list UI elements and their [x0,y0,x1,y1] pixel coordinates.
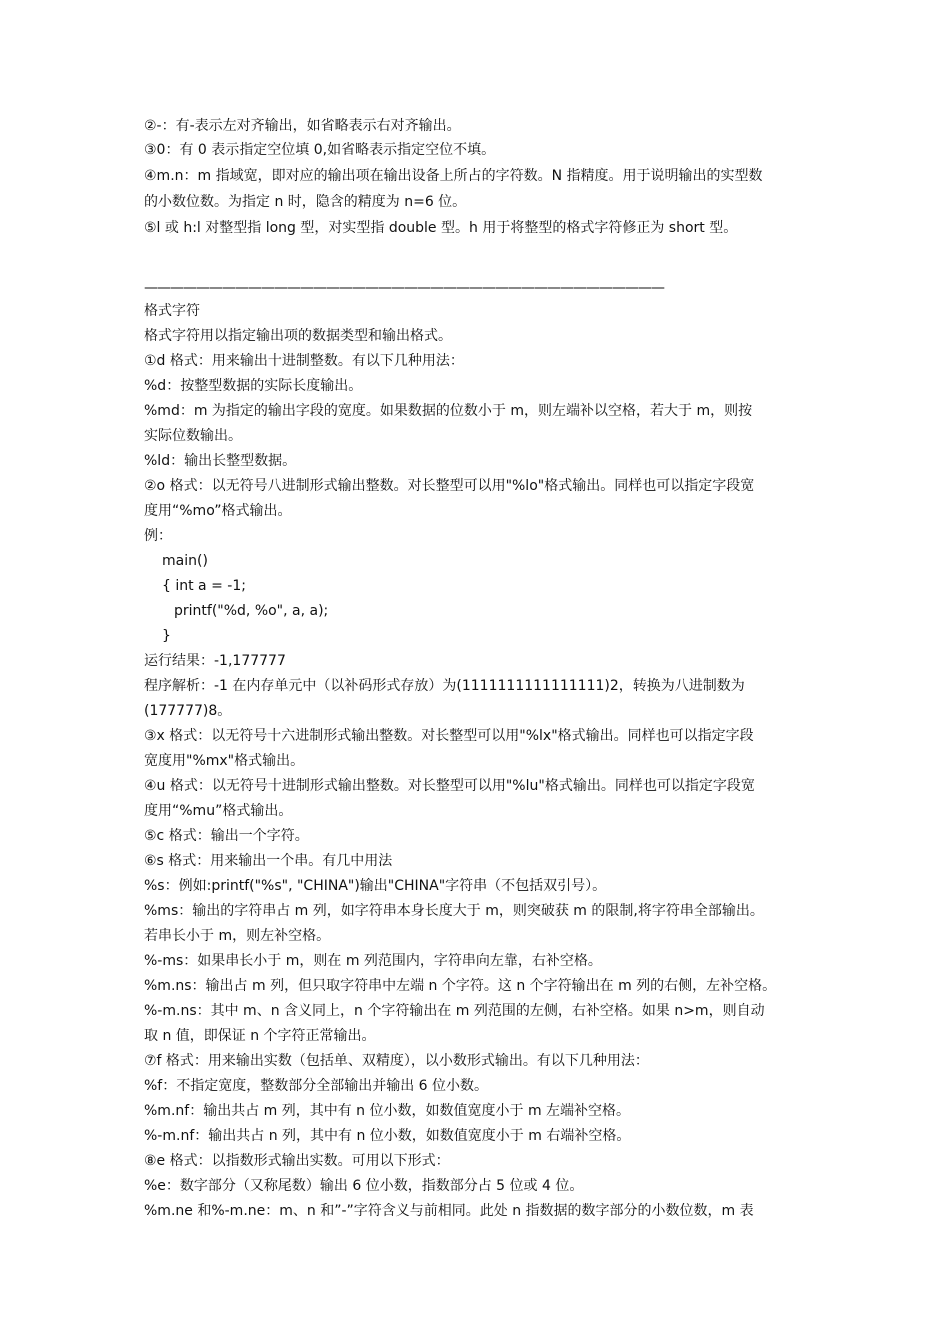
paragraph-line: ⑤c 格式：输出一个字符。 [144,828,309,844]
paragraph-line: %f：不指定宽度，整数部分全部输出并输出 6 位小数。 [144,1078,489,1094]
paragraph-line: 取 n 值，即保证 n 个字符正常输出。 [144,1028,376,1044]
paragraph-line: ④m.n：m 指域宽，即对应的输出项在输出设备上所占的字符数。N 指精度。用于说明输出的实型数 [144,168,763,184]
flag-descriptions [144,114,812,241]
paragraph-line: 运行结果：-1,177777 [144,653,286,669]
paragraph-line: ①d 格式：用来输出十进制整数。有以下几种用法： [144,353,464,369]
paragraph-line: ②-：有-表示左对齐输出，如省略表示右对齐输出。 [144,118,461,134]
paragraph-line: 格式字符用以指定输出项的数据类型和输出格式。 [144,328,452,344]
paragraph-line: %ms：输出的字符串占 m 列，如字符串本身长度大于 m，则突破获 m 的限制,将字符串全部输出。 [144,903,764,919]
paragraph-line: 实际位数输出。 [144,428,242,444]
paragraph-line: ②o 格式：以无符号八进制形式输出整数。对长整型可以用"%lo"格式输出。同样也可以指定字段宽 [144,478,755,494]
code-line: { int a = -1; [162,578,246,594]
paragraph-line: %md：m 为指定的输出字段的宽度。如果数据的位数小于 m，则左端补以空格，若大于 m，则按 [144,403,753,419]
format-characters-section [144,299,812,549]
paragraph-line: ⑧e 格式：以指数形式输出实数。可用以下形式： [144,1153,450,1169]
paragraph-line: ⑥s 格式：用来输出一个串。有几中用法 [144,853,393,869]
paragraph-line: %d：按整型数据的实际长度输出。 [144,378,363,394]
paragraph-line: %m.ns：输出占 m 列，但只取字符串中左端 n 个字符。这 n 个字符输出在 m 列的右侧，左补空格。 [144,978,777,994]
paragraph-line: ⑤l 或 h:l 对整型指 long 型，对实型指 double 型。h 用于将整型的格式字符修正为 short 型。 [144,220,738,236]
format-details-section [144,649,812,1224]
paragraph-line: 程序解析：-1 在内存单元中（以补码形式存放）为(1111111111111111)2，转换为八进制数为 [144,678,745,694]
paragraph-line: ③x 格式：以无符号十六进制形式输出整数。对长整型可以用"%lx"格式输出。同样也可以指定字段 [144,728,754,744]
paragraph-line: %-m.nf：输出共占 n 列，其中有 n 位小数，如数值宽度小于 m 右端补空格。 [144,1128,631,1144]
paragraph-line: ⑦f 格式：用来输出实数（包括单、双精度），以小数形式输出。有以下几种用法： [144,1053,649,1069]
paragraph-line: %e：数字部分（又称尾数）输出 6 位小数，指数部分占 5 位或 4 位。 [144,1178,584,1194]
paragraph-line: %s：例如:printf("%s", "CHINA")输出"CHINA"字符串（不包括双引号）。 [144,878,607,894]
paragraph-line: 宽度用"%mx"格式输出。 [144,753,305,769]
section-heading: 格式字符 [144,303,200,319]
paragraph-line: (177777)8。 [144,703,232,719]
paragraph-line: 若串长小于 m，则左补空格。 [144,928,331,944]
code-line: printf("%d, %o", a, a); [174,603,329,619]
paragraph-line: %-ms：如果串长小于 m，则在 m 列范围内，字符串向左靠，右补空格。 [144,953,602,969]
paragraph-line: %-m.ns：其中 m、n 含义同上，n 个字符输出在 m 列范围的左侧，右补空格。如果 n>m，则自动 [144,1003,765,1019]
paragraph-line: %m.ne 和%-m.ne：m、n 和”-”字符含义与前相同。此处 n 指数据的数字部分的小数位数，m 表 [144,1203,754,1219]
document-page [144,114,812,1224]
paragraph-line: %ld：输出长整型数据。 [144,453,297,469]
paragraph-line: 度用“%mu”格式输出。 [144,803,293,819]
code-line: main() [162,553,208,569]
paragraph-line: 度用“%mo”格式输出。 [144,503,292,519]
paragraph-line: 例： [144,528,172,544]
code-line: } [162,628,171,644]
separator-line: ———————————————————————————————————————— [144,280,664,296]
paragraph-line: ④u 格式：以无符号十进制形式输出整数。对长整型可以用"%lu"格式输出。同样也可以指定字段宽 [144,778,755,794]
code-example [144,549,812,649]
paragraph-line: %m.nf：输出共占 m 列，其中有 n 位小数，如数值宽度小于 m 左端补空格。 [144,1103,631,1119]
paragraph-line: 的小数位数。为指定 n 时，隐含的精度为 n=6 位。 [144,194,467,210]
paragraph-line: ③0：有 0 表示指定空位填 0,如省略表示指定空位不填。 [144,142,496,158]
